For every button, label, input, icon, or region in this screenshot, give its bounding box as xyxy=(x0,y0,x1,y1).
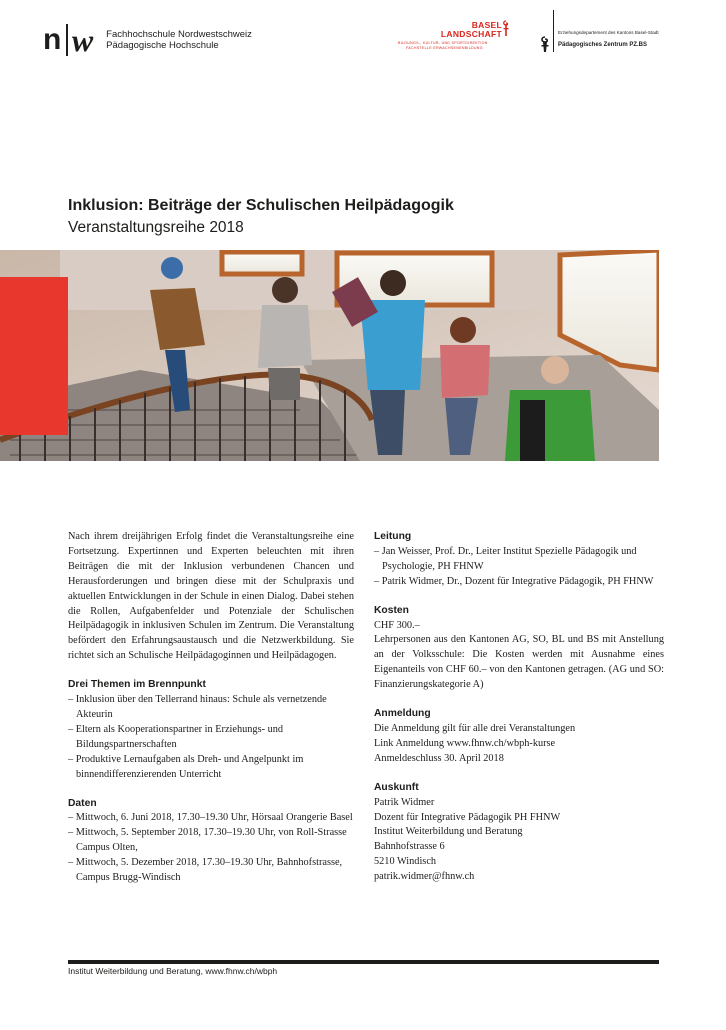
auskunft-email-link[interactable]: patrik.widmer@fhnw.ch xyxy=(374,871,475,883)
daten-heading: Daten xyxy=(68,797,97,809)
baselland-line2: LANDSCHAFT xyxy=(440,29,502,39)
fhnw-logo xyxy=(43,22,252,58)
baselstadt-department: Erziehungsdepartement des Kantons Basel-Stadt xyxy=(558,30,659,35)
nw-mark-divider xyxy=(66,24,68,56)
themen-item: – Inklusion über den Tellerrand hinaus: Schule als vernetzende Akteurin xyxy=(68,694,327,720)
auskunft-name: Patrik Widmer xyxy=(374,796,435,808)
anmeldung-heading: Anmeldung xyxy=(374,708,431,720)
page-title: Inklusion: Beiträge der Schulischen Heilpädagogik xyxy=(68,197,454,214)
page-subtitle: Veranstaltungsreihe 2018 xyxy=(68,219,244,236)
anmeldung-line1: Die Anmeldung gilt für alle drei Veranstaltungen xyxy=(374,722,576,734)
baselland-sub1: BILDUNGS-, KULTUR- UND SPORTDIREKTION xyxy=(398,41,488,45)
footer-rule xyxy=(68,960,659,964)
anmeldung-deadline: Anmeldeschluss 30. April 2018 xyxy=(374,752,504,764)
baselland-sub2: FACHSTELLE ERWACHSENENBILDUNG xyxy=(406,46,483,50)
anmeldung-section xyxy=(374,707,664,767)
baselstadt-divider xyxy=(553,10,554,52)
leitung-item: – Patrik Widmer, Dr., Dozent für Integrative Pädagogik, PH FHNW xyxy=(374,575,654,587)
auskunft-heading: Auskunft xyxy=(374,781,419,793)
fhnw-name xyxy=(106,29,252,52)
baselstadt-logo xyxy=(540,10,670,54)
auskunft-institute: Institut Weiterbildung und Beratung xyxy=(374,826,523,838)
nw-mark-n: n xyxy=(43,23,61,56)
daten-item: – Mittwoch, 5. Dezember 2018, 17.30–19.30 Uhr, Bahnhofstrasse, Campus Brugg-Windisch xyxy=(68,857,343,884)
auskunft-city: 5210 Windisch xyxy=(374,856,437,868)
auskunft-section xyxy=(374,781,664,885)
auskunft-street: Bahnhofstrasse 6 xyxy=(374,841,445,853)
daten-item: – Mittwoch, 6. Juni 2018, 17.30–19.30 Uhr, Hörsaal Orangerie Basel xyxy=(68,812,353,824)
themen-section xyxy=(68,678,354,782)
themen-item: – Produktive Lernaufgaben als Dreh- und Angelpunkt im binnendifferenzierenden Unterricht xyxy=(68,753,304,780)
daten-section xyxy=(68,797,354,886)
right-column xyxy=(374,530,664,885)
baselstab-red-icon xyxy=(502,20,510,38)
baselstab-black-icon xyxy=(540,36,550,54)
kosten-price: CHF 300.– xyxy=(374,619,420,631)
leitung-heading: Leitung xyxy=(374,531,412,542)
nw-mark-w: w xyxy=(71,22,94,58)
intro-paragraph: Nach ihrem dreijährigen Erfolg findet die Veranstaltungsreihe eine Fortsetzung. Expertinnen und Experten beleuchten mit ihren Beiträgen die mit der Inklusion verbundenen Chancen und Herausforderungen und bringen diese mit der Schulpraxis und aktuellen Entwicklungen in der Schule in einen Dialog. Dabei stehen die Rollen, Aufgabenfelder und Potenziale der Schulischen Heilpädagogik in inklusiven Schulen im Zentrum. Die Veranstaltung befördert den Erfahrungsaustausch und die Netzwerkbildung. Sie richtet sich an Schulische Heilpädagoginnen und Heilpädagogen. xyxy=(68,531,354,662)
kosten-heading: Kosten xyxy=(374,604,409,616)
themen-item: – Eltern als Kooperationspartner in Erziehungs- und Bildungspartnerschaften xyxy=(68,723,284,750)
anmeldung-link[interactable]: Link Anmeldung www.fhnw.ch/wbph-kurse xyxy=(374,737,556,749)
nw-mark-icon xyxy=(43,22,93,58)
kosten-text: Lehrpersonen aus den Kantonen AG, SO, BL und BS mit Anstellung an der Volksschule: Die Kosten werden mit Ausnahme eines Eigenanteils von CHF 60.– von den Kantonen getragen. (AG und SO: Finanzierungskategorie A) xyxy=(374,634,664,691)
left-column xyxy=(68,530,354,886)
baselland-line1: BASEL xyxy=(471,20,502,30)
kosten-section xyxy=(374,604,664,693)
leitung-item: – Jan Weisser, Prof. Dr., Leiter Institut Spezielle Pädagogik und Psychologie, PH FHNW xyxy=(374,545,637,572)
footer-text: Institut Weiterbildung und Beratung, www.fhnw.ch/wbph xyxy=(68,966,278,976)
fhnw-name-line2: Pädagogische Hochschule xyxy=(106,40,219,51)
themen-heading: Drei Themen im Brennpunkt xyxy=(68,679,206,691)
leitung-section xyxy=(374,530,664,590)
accent-red-block xyxy=(0,277,68,435)
baselland-logo xyxy=(398,20,510,52)
daten-item: – Mittwoch, 5. September 2018, 17.30–19.30 Uhr, von Roll-Strasse Campus Olten, xyxy=(68,827,347,854)
baselstadt-pz: Pädagogisches Zentrum PZ.BS xyxy=(558,42,648,48)
staircase-photo xyxy=(0,250,659,461)
auskunft-role: Dozent für Integrative Pädagogik PH FHNW xyxy=(374,811,561,823)
fhnw-name-line1: Fachhochschule Nordwestschweiz xyxy=(106,28,252,40)
